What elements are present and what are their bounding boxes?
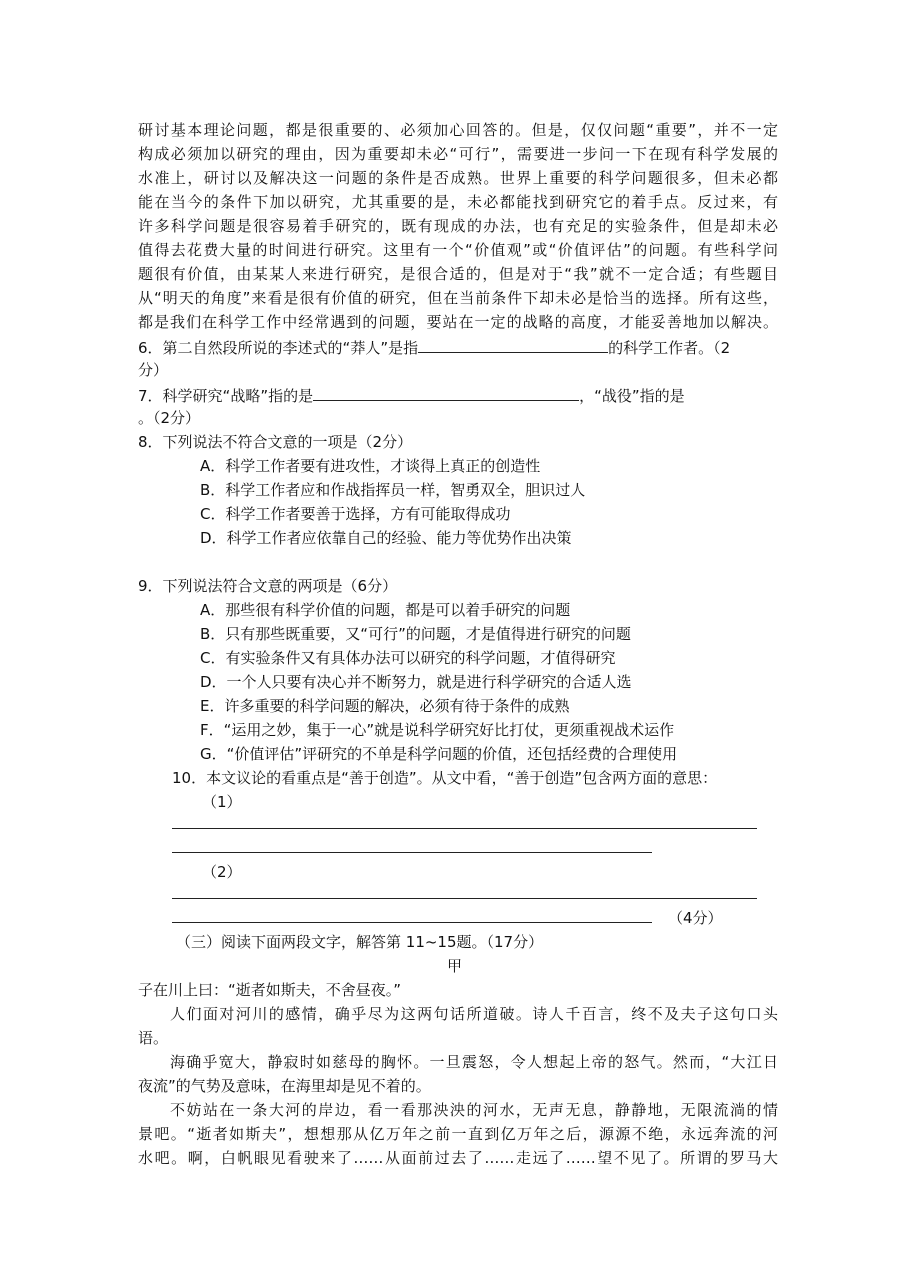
q6-prefix: 6．第二自然段所说的李述式的“莽人”是指 — [138, 339, 419, 357]
passage-jia-label: 甲 — [446, 957, 462, 975]
reading-line: 景吧。“逝者如斯夫”，想想那从亿万年之前一直到亿万年之后，源源不绝，永远奔流的河 — [138, 1125, 778, 1143]
passage-line: 水准上，研讨以及解决这一问题的条件是否成熟。世界上重要的科学问题很多，但未必都 — [138, 169, 778, 187]
passage-line: 构成必须加以研究的理由，因为重要却未必“可行”，需要进一步问一下在现有科学发展的 — [138, 145, 778, 163]
reading-line: 不妨站在一条大河的岸边，看一看那泱泱的河水，无声无息，静静地，无限流淌的情 — [170, 1101, 778, 1119]
reading-line: 海确乎宽大，静寂时如慈母的胸怀。一旦震怒，令人想起上帝的怒气。然而，“大江日 — [170, 1053, 778, 1071]
q10-answer-line[interactable] — [172, 828, 757, 829]
question-7 — [138, 382, 778, 408]
passage-line: 研讨基本理论问题，都是很重要的、必须加心回答的。但是，仅仅问题“重要”，并不一定 — [138, 121, 778, 139]
q10-answer-line[interactable] — [172, 852, 652, 853]
passage-line: 题很有价值，由某某人来进行研究，是很合适的，但是对于“我”就不一定合适；有些题目 — [138, 265, 778, 283]
question-6 — [138, 334, 778, 360]
q7-strategy-blank[interactable] — [313, 382, 579, 401]
q10-sub-2: （2） — [202, 863, 242, 881]
q9-option: F．“运用之妙，集于一心”就是说科学研究好比打仗，更须重视战术运作 — [200, 721, 675, 739]
reading-line: 水吧。啊，白帆眼见看驶来了……从面前过去了……走远了……望不见了。所谓的罗马大 — [138, 1149, 778, 1167]
passage-line: 都是我们在科学工作中经常遇到的问题，要站在一定的战略的高度，才能妥善地加以解决。 — [138, 313, 778, 331]
q9-option: B．只有那些既重要，又“可行”的问题，才是值得进行研究的问题 — [200, 625, 631, 643]
q8-option: D．科学工作者应依靠自己的经验、能力等优势作出决策 — [200, 529, 572, 547]
passage-line: 能在当今的条件下加以研究，尤其重要的是，未必都能找到研究它的着手点。反过来，有 — [138, 193, 778, 211]
q10-answer-line[interactable] — [172, 898, 757, 899]
q6-answer-blank[interactable] — [418, 334, 608, 353]
q7-prefix: 7．科学研究“战略”指的是 — [138, 387, 314, 405]
q9-option: G．“价值评估”评研究的不单是科学问题的价值，还包括经费的合理使用 — [200, 745, 678, 763]
q9-option: C．有实验条件又有具体办法可以研究的科学问题，才值得研究 — [200, 649, 616, 667]
q9-option: D．一个人只要有决心并不断努力，就是进行科学研究的合适人选 — [200, 673, 632, 691]
reading-line: 夜流”的气势及意味，在海里却是见不着的。 — [138, 1077, 431, 1095]
section-3-heading: （三）阅读下面两段文字，解答第 11~15题。（17分） — [176, 933, 544, 951]
q10-sub-1: （1） — [202, 793, 242, 811]
reading-line: 人们面对河川的感情，确乎尽为这两句话所道破。诗人千百言，终不及夫子这句口头 — [170, 1005, 778, 1023]
question-10-stem: 10．本文议论的看重点是“善于创造”。从文中看，“善于创造”包含两方面的意思： — [172, 769, 718, 787]
q10-answer-line[interactable] — [172, 922, 652, 923]
passage-line: 从“明天的角度”来看是很有价值的研究，但在当前条件下却未必是恰当的选择。所有这些， — [138, 289, 778, 307]
q9-option: E．许多重要的科学问题的解决，必须有待于条件的成熟 — [200, 697, 570, 715]
q6-suffix: 的科学工作者。（2 — [608, 339, 731, 357]
question-8-stem: 8．下列说法不符合文意的一项是（2分） — [138, 433, 413, 451]
q8-option: C．科学工作者要善于选择，方有可能取得成功 — [200, 505, 511, 523]
q6-continuation: 分） — [138, 361, 169, 379]
q7-continuation: 。（2分） — [138, 409, 201, 427]
question-9-stem: 9．下列说法符合文意的两项是（6分） — [138, 577, 398, 595]
reading-line: 语。 — [138, 1029, 169, 1047]
q9-option: A．那些很有科学价值的问题，都是可以着手研究的问题 — [200, 601, 571, 619]
passage-line: 值得去花费大量的时间进行研究。这里有一个“价值观”或“价值评估”的问题。有些科学问 — [138, 241, 778, 259]
passage-line: 许多科学问题是很容易着手研究的，既有现成的办法，也有充足的实验条件，但是却未必 — [138, 217, 778, 235]
reading-line: 子在川上曰：“逝者如斯夫，不舍昼夜。” — [138, 981, 402, 999]
q8-option: B．科学工作者应和作战指挥员一样，智勇双全，胆识过人 — [200, 481, 586, 499]
q10-score: （4分） — [668, 909, 723, 927]
q7-middle: ，“战役”指的是 — [579, 387, 685, 405]
q8-option: A．科学工作者要有进攻性，才谈得上真正的创造性 — [200, 457, 541, 475]
